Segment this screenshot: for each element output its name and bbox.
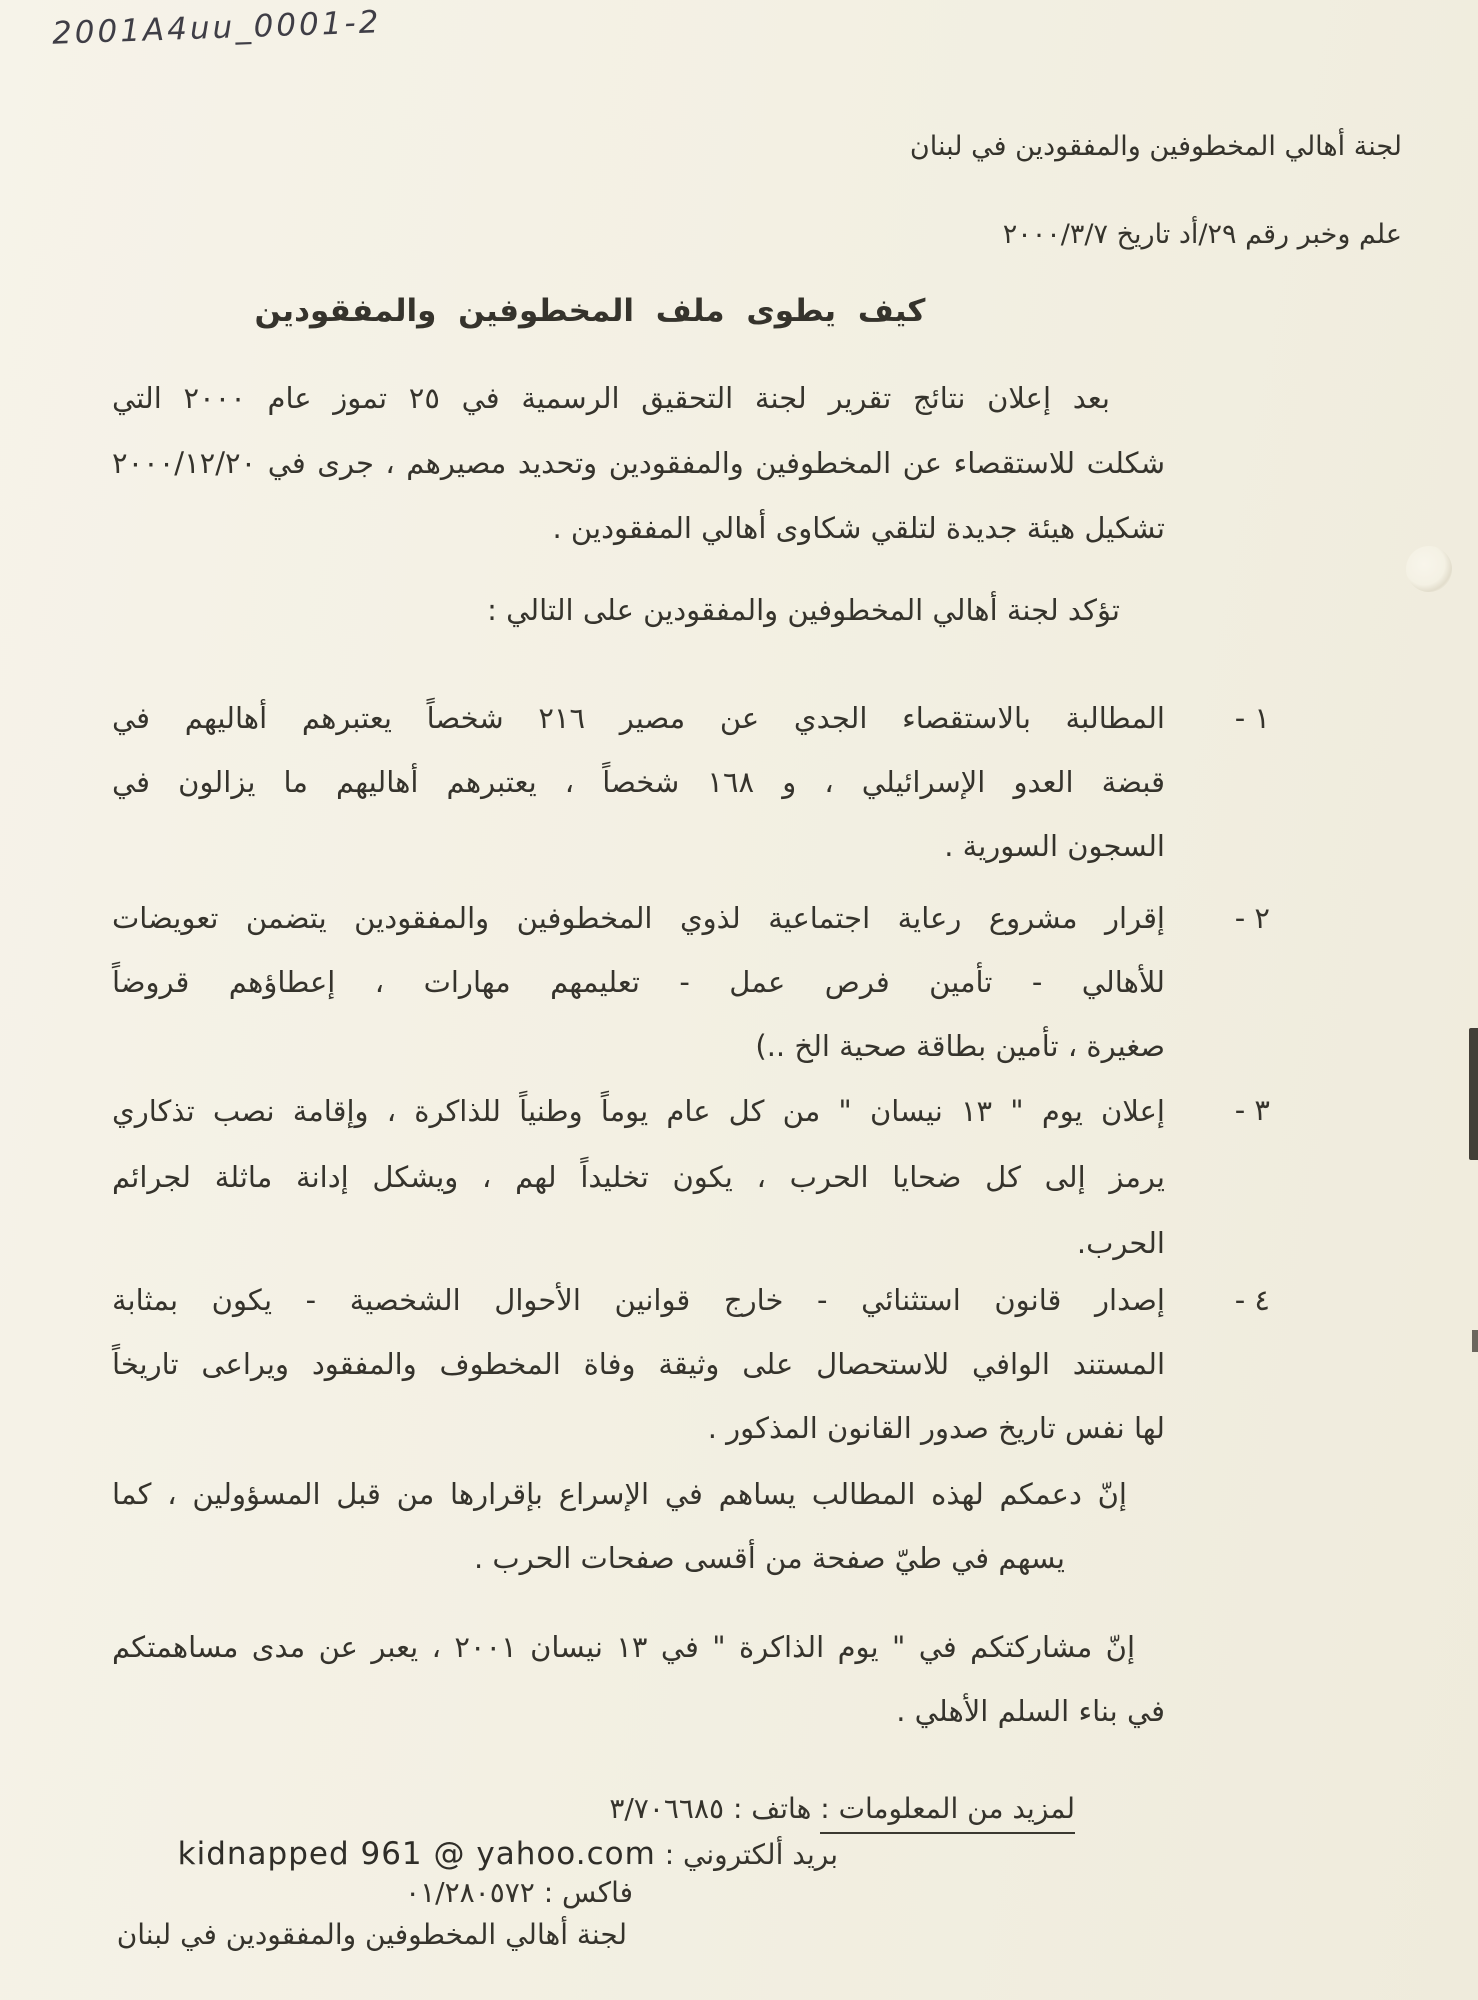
document-title: كيف يطوى ملف المخطوفين والمفقودين [254, 293, 926, 329]
contact-email-line [178, 1836, 838, 1872]
letterhead [910, 103, 1402, 279]
signature-org-name: لجنة أهالي المخطوفين والمفقودين في لبنان [116, 1918, 627, 1951]
text-line: بعد إعلان نتائج تقرير لجنة التحقيق الرسمية في ٢٥ تموز عام ٢٠٠٠ التي [112, 381, 1110, 415]
more-info-label: لمزيد من المعلومات : [820, 1792, 1075, 1834]
contact-phone-line [609, 1792, 1075, 1825]
text-line: إنّ دعمكم لهذه المطالب يساهم في الإسراع بإقرارها من قبل المسؤولين ، كما [112, 1477, 1127, 1511]
fax-number: ٠١/٢٨٠٥٧٢ [405, 1876, 535, 1909]
handwritten-archive-reference: 2001A4uu_0001-2 [51, 4, 382, 52]
email-label: بريد ألكتروني : [664, 1838, 838, 1871]
email-address: kidnapped 961 @ yahoo.com [177, 1836, 656, 1872]
letterhead-permit-line: علم وخبر رقم ٢٩/أد تاريخ ٢٠٠٠/٣/٧ [1002, 219, 1402, 250]
list-item-2 [112, 886, 1165, 1078]
item-number: ١ - [1234, 701, 1270, 735]
contact-fax-line [405, 1876, 633, 1909]
closing-paragraph-memory-day [112, 1615, 1165, 1743]
text-line: المستند الوافي للاستحصال على وثيقة وفاة المخطوف والمفقود ويراعى تاريخاً [112, 1347, 1165, 1381]
text-line: قبضة العدو الإسرائيلي ، و ١٦٨ شخصاً ، يعتبرهم أهاليهم ما يزالون في [112, 765, 1165, 799]
item-number: ٣ - [1234, 1093, 1270, 1127]
text-line: السجون السورية . [944, 829, 1165, 863]
text-line: إقرار مشروع رعاية اجتماعية لذوي المخطوفين والمفقودين يتضمن تعويضات [112, 901, 1165, 935]
list-item-3 [112, 1078, 1165, 1276]
text-line: إعلان يوم " ١٣ نيسان " من كل عام يوماً وطنياً للذاكرة ، وإقامة نصب تذكاري [112, 1094, 1165, 1128]
text-line: تشكيل هيئة جديدة لتلقي شكاوى أهالي المفقودين . [552, 511, 1165, 545]
text-line: في بناء السلم الأهلي . [896, 1694, 1165, 1728]
phone-number: ٣/٧٠٦٦٨٥ [609, 1792, 725, 1825]
closing-paragraph-support [112, 1462, 1165, 1590]
item-number: ٤ - [1234, 1283, 1270, 1317]
list-item-4 [112, 1268, 1165, 1460]
item-number: ٢ - [1234, 901, 1270, 935]
scan-edge-artifact [1469, 1028, 1478, 1160]
text-line: للأهالي - تأمين فرص عمل - تعليمهم مهارات ، إعطاؤهم قروضاً [112, 965, 1165, 999]
text-line: يسهم في طيّ صفحة من أقسى صفحات الحرب . [473, 1541, 1065, 1575]
scan-edge-artifact [1472, 1330, 1478, 1352]
fax-label: فاكس : [543, 1876, 633, 1909]
hole-punch-mark [1406, 546, 1452, 592]
text-line: الحرب. [1076, 1226, 1165, 1260]
text-line: صغيرة ، تأمين بطاقة صحية الخ ..) [755, 1029, 1165, 1063]
text-line: لها نفس تاريخ صدور القانون المذكور . [707, 1411, 1165, 1445]
text-line: شكلت للاستقصاء عن المخطوفين والمفقودين وتحديد مصيرهم ، جرى في ٢٠٠٠/١٢/٢٠ [112, 446, 1165, 480]
phone-label: هاتف : [732, 1792, 812, 1825]
text-line: يرمز إلى كل ضحايا الحرب ، يكون تخليداً لهم ، ويشكل إدانة ماثلة لجرائم [112, 1160, 1165, 1194]
text-line: إصدار قانون استثنائي - خارج قوانين الأحوال الشخصية - يكون بمثابة [112, 1283, 1165, 1317]
text-line: إنّ مشاركتكم في " يوم الذاكرة " في ١٣ نيسان ٢٠٠١ ، يعبر عن مدى مساهمتكم [112, 1630, 1136, 1664]
text-line: المطالبة بالاستقصاء الجدي عن مصير ٢١٦ شخصاً يعتبرهم أهاليهم في [112, 701, 1165, 735]
intro-paragraph [112, 366, 1165, 561]
letterhead-org-name: لجنة أهالي المخطوفين والمفقودين في لبنان [909, 131, 1402, 162]
affirmation-line: تؤكد لجنة أهالي المخطوفين والمفقودين على التالي : [487, 593, 1120, 627]
list-item-1 [112, 686, 1165, 878]
